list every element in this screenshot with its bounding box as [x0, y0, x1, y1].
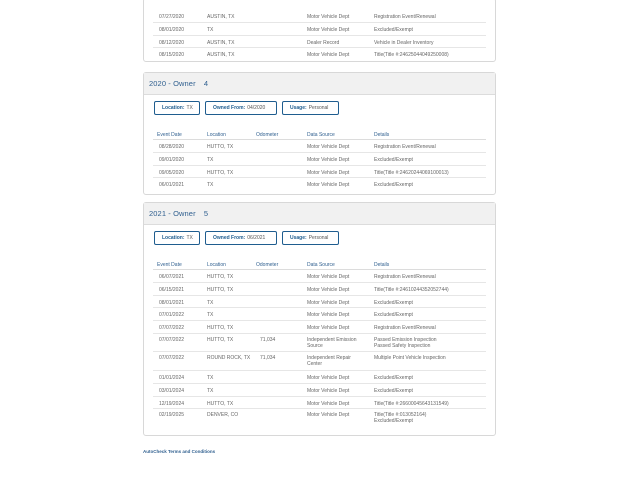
owner-number: 4 [203, 79, 209, 88]
table-row [153, 352, 486, 371]
owner-title [149, 209, 208, 218]
event-location: HUTTO, TX [207, 144, 234, 150]
event-details [374, 412, 494, 424]
title-dash: - [168, 79, 171, 88]
location-chip[interactable] [154, 231, 200, 245]
owner-label: Owner [173, 79, 196, 88]
event-source: Motor Vehicle Dept [307, 387, 350, 394]
chip-label: Owned From: [213, 105, 246, 111]
table-row [153, 36, 486, 49]
event-location: TX [207, 299, 214, 306]
title-dash: - [168, 209, 171, 218]
table-header [153, 129, 486, 140]
event-date: 07/07/2022 [159, 336, 185, 343]
chip-label: Usage: [290, 235, 307, 241]
owner-number: 5 [203, 209, 209, 218]
event-details: Excluded/Exempt [374, 26, 413, 33]
terms-link[interactable]: AutoCheck Terms and Conditions [143, 449, 216, 454]
event-details-line-1: Passed Emission Inspection [374, 336, 437, 343]
event-details: Excluded/Exempt [374, 387, 413, 394]
chip-label: Location: [162, 235, 185, 241]
event-location: HUTTO, TX [207, 274, 234, 280]
table-row [153, 283, 486, 296]
owned-from-chip[interactable] [205, 231, 277, 245]
table-row [153, 308, 486, 321]
owner-header [144, 73, 495, 95]
event-details: Title(Title #:26600045643131549) [374, 400, 449, 407]
chip-value: 06/2021 [247, 235, 266, 241]
event-source: Motor Vehicle Dept [307, 182, 350, 189]
chip-label: Location: [162, 105, 185, 111]
event-details-line-2: Passed Safety Inspection [374, 342, 431, 349]
event-location: AUSTIN, TX [207, 39, 235, 46]
event-date: 09/05/2020 [159, 169, 185, 176]
event-details: Title(Title #:24625044049250008) [374, 52, 449, 59]
event-source: Motor Vehicle Dept [307, 312, 350, 319]
event-location: HUTTO, TX [207, 325, 234, 332]
table-row [153, 409, 486, 428]
owner-title [149, 79, 208, 88]
event-location: TX [207, 156, 214, 163]
col-event-date: Event Date [157, 132, 182, 138]
event-date: 01/01/2024 [159, 374, 185, 381]
event-details: Registration Event/Renewal [374, 144, 436, 150]
event-source: Independent Emission Source [307, 336, 357, 349]
event-details: Registration Event/Renewal [374, 14, 436, 20]
event-source: Motor Vehicle Dept [307, 144, 350, 150]
event-location: TX [207, 182, 214, 189]
event-location: TX [207, 387, 214, 394]
owner-label: Owner [173, 209, 196, 218]
col-odometer: Odometer [256, 262, 279, 268]
table-row [153, 270, 486, 283]
owner-year: 2020 [149, 79, 167, 88]
table-row [153, 166, 486, 179]
event-date: 07/07/2022 [159, 355, 185, 362]
event-date: 06/15/2021 [159, 286, 185, 293]
table-row [153, 397, 486, 410]
event-details: Registration Event/Renewal [374, 325, 436, 332]
event-details: Excluded/Exempt [374, 156, 413, 163]
usage-chip[interactable] [282, 101, 339, 115]
event-location: HUTTO, TX [207, 286, 234, 293]
owner-summary-chips [144, 225, 495, 253]
col-details: Details [374, 132, 390, 138]
event-source: Motor Vehicle Dept [307, 412, 350, 419]
event-details-line-2: Excluded/Exempt [374, 418, 413, 425]
event-location: AUSTIN, TX [207, 52, 235, 59]
owner-header [144, 203, 495, 225]
event-source: Motor Vehicle Dept [307, 156, 350, 163]
owner-year: 2021 [149, 209, 167, 218]
owned-from-chip[interactable] [205, 101, 277, 115]
event-source: Motor Vehicle Dept [307, 52, 350, 59]
event-details-line-1: Title(Title #:013052164) [374, 412, 427, 419]
table-row [153, 153, 486, 166]
col-location: Location [207, 132, 226, 138]
col-details: Details [374, 262, 390, 268]
event-date: 08/28/2020 [159, 144, 185, 150]
table-row [153, 23, 486, 36]
chip-value: TX [186, 235, 193, 241]
table-header [153, 259, 486, 270]
event-details: Excluded/Exempt [374, 182, 413, 189]
event-details: Excluded/Exempt [374, 374, 413, 381]
event-location: DENVER, CO [207, 412, 239, 419]
event-source: Motor Vehicle Dept [307, 286, 350, 293]
event-details: Excluded/Exempt [374, 299, 413, 306]
event-date: 12/19/2024 [159, 400, 185, 407]
event-location: HUTTO, TX [207, 169, 234, 176]
event-date: 06/07/2021 [159, 274, 185, 280]
event-source: Independent Repair Center [307, 355, 351, 368]
event-location: HUTTO, TX [207, 400, 234, 407]
event-location: TX [207, 26, 214, 33]
event-details: Multiple Point Vehicle Inspection [374, 355, 446, 362]
chip-value: Personal [308, 105, 329, 111]
chip-value: 04/2020 [247, 105, 266, 111]
event-source: Motor Vehicle Dept [307, 14, 350, 20]
event-date: 08/12/2020 [159, 39, 185, 46]
chip-label: Usage: [290, 105, 307, 111]
table-row [153, 296, 486, 309]
table-row [153, 334, 486, 353]
col-odometer: Odometer [256, 132, 279, 138]
event-details [374, 337, 494, 349]
event-details: Title(Title #:24620244069100013) [374, 169, 449, 176]
event-date: 08/01/2020 [159, 26, 185, 33]
table-row [153, 321, 486, 334]
event-date: 07/27/2020 [159, 14, 185, 20]
owner-history-card-4 [143, 72, 496, 195]
col-data-source: Data Source [307, 262, 335, 268]
owner-history-card-prev [143, 0, 496, 62]
event-date: 07/01/2022 [159, 312, 185, 319]
col-event-date: Event Date [157, 262, 182, 268]
event-source: Motor Vehicle Dept [307, 169, 350, 176]
chip-value: TX [186, 105, 193, 111]
event-date: 06/01/2021 [159, 182, 185, 189]
col-location: Location [207, 262, 226, 268]
owner-history-card-5 [143, 202, 496, 436]
event-odometer: 71,034 [260, 336, 276, 343]
event-source: Motor Vehicle Dept [307, 274, 350, 280]
event-date: 03/01/2024 [159, 387, 185, 394]
event-location: AUSTIN, TX [207, 14, 235, 20]
event-date: 07/07/2022 [159, 325, 185, 332]
event-date: 09/01/2020 [159, 156, 185, 163]
event-source: Motor Vehicle Dept [307, 325, 350, 332]
usage-chip[interactable] [282, 231, 339, 245]
event-location: TX [207, 374, 214, 381]
table-row [153, 140, 486, 153]
chip-label: Owned From: [213, 235, 246, 241]
event-date: 08/01/2021 [159, 299, 185, 306]
event-details: Excluded/Exempt [374, 312, 413, 319]
event-details: Title(Title #:24610244352052744) [374, 286, 449, 293]
event-location: TX [207, 312, 214, 319]
chip-value: Personal [308, 235, 329, 241]
event-source: Motor Vehicle Dept [307, 374, 350, 381]
table-row [153, 48, 486, 61]
col-data-source: Data Source [307, 132, 335, 138]
table-row [153, 178, 486, 191]
event-source: Motor Vehicle Dept [307, 400, 350, 407]
event-source: Dealer Record [307, 39, 340, 46]
event-location: ROUND ROCK, TX [207, 355, 251, 362]
location-chip[interactable] [154, 101, 200, 115]
event-date: 08/15/2020 [159, 52, 185, 59]
event-date: 02/19/2025 [159, 412, 185, 419]
table-row [153, 10, 486, 23]
event-odometer: 71,034 [260, 355, 276, 362]
event-source: Motor Vehicle Dept [307, 299, 350, 306]
event-details: Vehicle in Dealer Inventory [374, 39, 434, 46]
table-row [153, 371, 486, 384]
table-row [153, 384, 486, 397]
event-location: HUTTO, TX [207, 336, 234, 343]
event-details: Registration Event/Renewal [374, 274, 436, 280]
event-source: Motor Vehicle Dept [307, 26, 350, 33]
owner-summary-chips [144, 95, 495, 123]
